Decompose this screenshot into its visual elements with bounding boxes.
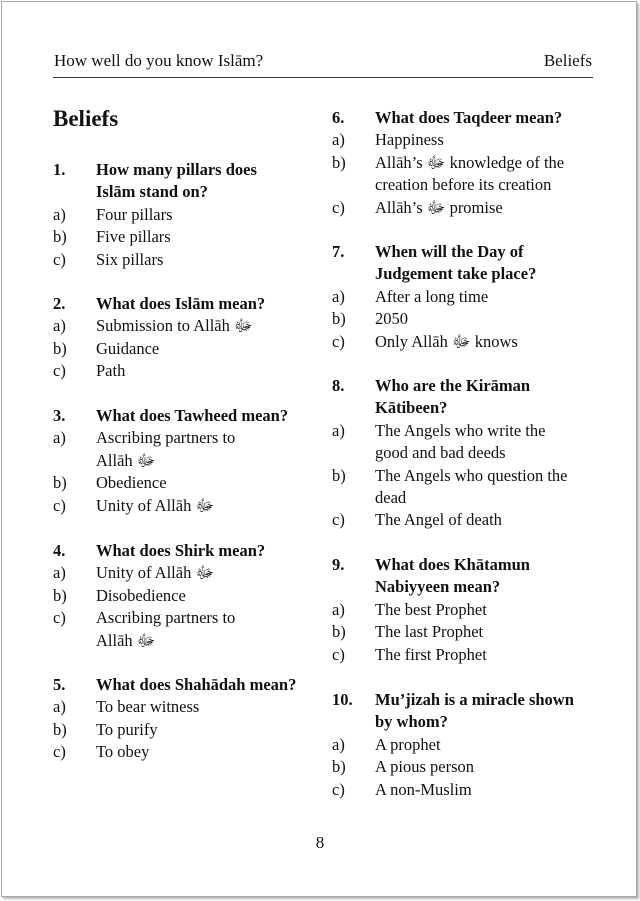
option-letter: b) xyxy=(332,309,346,329)
question-text: What does Shirk mean? xyxy=(96,541,266,560)
option-row xyxy=(332,779,602,801)
option-text: Happiness xyxy=(375,130,444,150)
option-text: Path xyxy=(96,361,126,381)
option-text: A prophet xyxy=(375,734,441,754)
question-text-row xyxy=(53,405,323,427)
question-number: 5. xyxy=(53,675,66,694)
question-text: What does Islām mean? xyxy=(96,294,266,313)
option-row xyxy=(53,472,323,494)
option-row xyxy=(53,249,323,271)
option-text: The best Prophet xyxy=(375,599,487,619)
question-text: Mu’jizah is a miracle shown by whom? xyxy=(375,690,574,732)
option-row xyxy=(53,741,323,763)
question-text: What does Tawheed mean? xyxy=(96,406,289,425)
option-text: After a long time xyxy=(375,286,489,306)
option-row xyxy=(332,756,602,778)
option-letter: b) xyxy=(53,719,67,739)
option-letter: c) xyxy=(53,249,66,269)
option-letter: a) xyxy=(332,286,345,306)
option-row xyxy=(332,286,602,308)
option-row xyxy=(53,360,323,382)
question-text: What does Taqdeer mean? xyxy=(375,108,563,127)
question-2 xyxy=(53,293,323,383)
option-row xyxy=(332,308,602,330)
question-text-row xyxy=(53,293,323,315)
option-row xyxy=(332,331,602,353)
question-number: 1. xyxy=(53,160,66,179)
option-letter: c) xyxy=(332,197,345,217)
question-number: 6. xyxy=(332,108,345,127)
option-letter: c) xyxy=(332,331,345,351)
option-text: Four pillars xyxy=(96,204,173,224)
question-6 xyxy=(332,107,602,219)
question-text: What does Khātamun Nabiyyeen mean? xyxy=(375,555,530,597)
option-row xyxy=(53,495,323,517)
option-letter: b) xyxy=(53,338,67,358)
document-page xyxy=(1,1,637,897)
option-text: To obey xyxy=(96,742,150,762)
option-text: Submission to Allāh ﷻ xyxy=(96,316,253,336)
question-8 xyxy=(332,375,602,532)
option-row xyxy=(332,129,602,151)
question-text-row xyxy=(332,241,602,286)
option-letter: a) xyxy=(332,599,345,619)
option-row xyxy=(53,315,323,337)
option-letter: a) xyxy=(53,204,66,224)
option-letter: c) xyxy=(53,495,66,515)
option-row xyxy=(53,585,323,607)
option-text: A non-Muslim xyxy=(375,779,472,799)
option-text: Allāh’s ﷻ knowledge of the creation before its creation xyxy=(375,152,565,195)
option-letter: a) xyxy=(332,734,345,754)
option-letter: b) xyxy=(53,473,67,493)
question-7 xyxy=(332,241,602,353)
question-3 xyxy=(53,405,323,517)
option-letter: a) xyxy=(332,420,345,440)
question-9 xyxy=(332,554,602,666)
option-text: 2050 xyxy=(375,309,408,329)
option-text: Six pillars xyxy=(96,249,164,269)
question-text-row xyxy=(53,159,323,204)
option-text: A pious person xyxy=(375,757,474,777)
option-letter: c) xyxy=(332,510,345,530)
header-section-name: Beliefs xyxy=(543,51,592,70)
option-letter: b) xyxy=(332,757,346,777)
question-text-row xyxy=(332,689,602,734)
option-row xyxy=(332,734,602,756)
question-text-row xyxy=(332,375,602,420)
option-row xyxy=(53,719,323,741)
question-10 xyxy=(332,689,602,801)
option-row xyxy=(53,204,323,226)
option-letter: b) xyxy=(53,585,67,605)
option-letter: c) xyxy=(332,779,345,799)
option-text: Obedience xyxy=(96,473,167,493)
option-text: Five pillars xyxy=(96,227,171,247)
question-text-row xyxy=(332,107,602,129)
option-text: The Angel of death xyxy=(375,510,502,530)
option-text: Disobedience xyxy=(96,585,186,605)
option-text: The last Prophet xyxy=(375,622,484,642)
question-text-row xyxy=(53,674,323,696)
option-text: Ascribing partners to Allāh ﷻ xyxy=(96,428,236,470)
question-text: Who are the Kirāman Kātibeen? xyxy=(375,376,531,418)
option-row xyxy=(332,599,602,621)
option-letter: b) xyxy=(332,622,346,642)
running-header xyxy=(53,49,593,78)
option-letter: c) xyxy=(332,644,345,664)
option-letter: c) xyxy=(53,361,66,381)
option-letter: a) xyxy=(332,130,345,150)
option-row xyxy=(332,644,602,666)
question-4 xyxy=(53,540,323,652)
option-row xyxy=(53,696,323,718)
question-text: How many pillars does Islām stand on? xyxy=(96,160,257,202)
option-text: Guidance xyxy=(96,338,160,358)
option-row xyxy=(53,562,323,584)
option-row xyxy=(332,197,602,219)
question-text: When will the Day of Judgement take place? xyxy=(375,242,537,284)
question-number: 9. xyxy=(332,555,345,574)
option-letter: a) xyxy=(53,428,66,448)
header-book-title: How well do you know Islām? xyxy=(54,51,264,70)
option-row xyxy=(53,607,323,652)
option-row xyxy=(53,427,323,472)
question-number: 8. xyxy=(332,376,345,395)
page-number: 8 xyxy=(315,833,325,852)
option-letter: b) xyxy=(332,465,346,485)
option-row xyxy=(332,152,602,197)
option-text: The Angels who question the dead xyxy=(375,465,568,508)
option-text: The first Prophet xyxy=(375,644,487,664)
question-text-row xyxy=(53,540,323,562)
option-letter: b) xyxy=(53,227,67,247)
question-number: 2. xyxy=(53,294,66,313)
option-text: Only Allāh ﷻ knows xyxy=(375,331,518,351)
option-text: Unity of Allāh ﷻ xyxy=(96,563,215,583)
option-row xyxy=(332,465,602,510)
question-number: 3. xyxy=(53,406,66,425)
question-number: 10. xyxy=(332,690,353,709)
question-5 xyxy=(53,674,323,764)
option-letter: c) xyxy=(53,742,66,762)
option-letter: c) xyxy=(53,608,66,628)
question-number: 4. xyxy=(53,541,66,560)
option-row xyxy=(53,338,323,360)
option-text: To bear witness xyxy=(96,697,200,717)
option-row xyxy=(332,509,602,531)
option-row xyxy=(332,420,602,465)
option-text: The Angels who write the good and bad deeds xyxy=(375,420,546,463)
option-text: To purify xyxy=(96,719,158,739)
option-text: Allāh’s ﷻ promise xyxy=(375,197,503,217)
option-letter: b) xyxy=(332,152,346,172)
option-row xyxy=(332,621,602,643)
option-text: Ascribing partners to Allāh ﷻ xyxy=(96,608,236,650)
option-text: Unity of Allāh ﷻ xyxy=(96,495,215,515)
option-letter: a) xyxy=(53,563,66,583)
question-text: What does Shahādah mean? xyxy=(96,675,297,694)
question-1 xyxy=(53,159,323,271)
option-letter: a) xyxy=(53,697,66,717)
question-text-row xyxy=(332,554,602,599)
option-letter: a) xyxy=(53,316,66,336)
question-number: 7. xyxy=(332,242,345,261)
section-heading: Beliefs xyxy=(53,106,119,131)
option-row xyxy=(53,226,323,248)
